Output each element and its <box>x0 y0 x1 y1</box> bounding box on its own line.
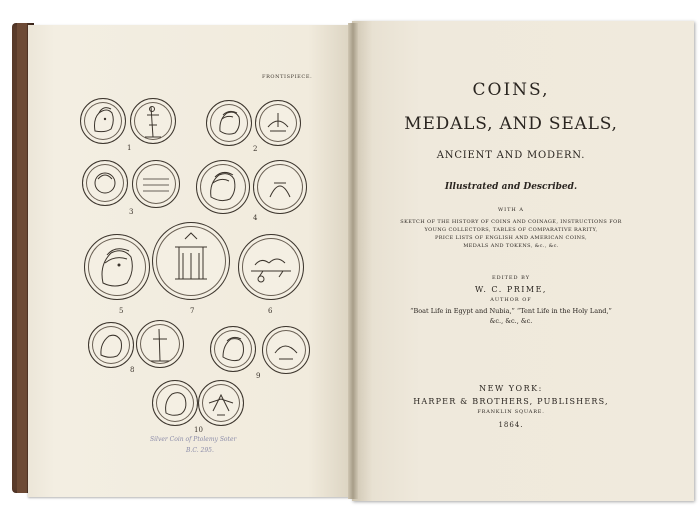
coin-number-7: 7 <box>190 307 195 315</box>
coin-number-9: 9 <box>256 372 261 380</box>
coin-9-obverse <box>210 326 256 372</box>
coin-9-reverse <box>262 326 310 374</box>
imprint-publisher: HARPER & BROTHERS, PUBLISHERS, <box>413 397 609 406</box>
description-block <box>340 218 682 250</box>
coin-number-8: 8 <box>130 366 135 374</box>
title-line-4: Illustrated and Described. <box>444 182 578 192</box>
book-cover-edge <box>17 23 27 493</box>
coin-1-reverse <box>130 98 176 144</box>
coin-5 <box>84 234 150 300</box>
coin-number-10: 10 <box>194 426 203 434</box>
with-a-label: WITH A <box>497 207 524 213</box>
coin-number-2: 2 <box>253 145 258 153</box>
title-line-2: MEDALS, AND SEALS, <box>404 114 618 134</box>
coin-3-reverse <box>132 160 180 208</box>
coin-1-obverse <box>80 98 126 144</box>
description-line: SKETCH OF THE HISTORY OF COINS AND COINAGE, INSTRUCTIONS FOR <box>400 219 622 225</box>
coin-10-reverse <box>198 380 244 426</box>
author-of-label: AUTHOR OF <box>490 297 532 303</box>
editor-name: W. C. PRIME, <box>475 285 547 294</box>
description-line: PRICE LISTS OF ENGLISH AND AMERICAN COINS, <box>434 235 588 241</box>
frontispiece-heading: FRONTISPIECE. <box>262 74 313 80</box>
title-line-3: ANCIENT AND MODERN. <box>436 150 586 161</box>
coin-2-reverse <box>255 100 301 146</box>
coin-7 <box>152 222 230 300</box>
coin-8-obverse <box>88 322 134 368</box>
coin-number-4: 4 <box>253 214 258 222</box>
edited-by-label: EDITED BY <box>491 275 531 281</box>
pencil-note-2: B.C. 295. <box>186 447 214 454</box>
imprint-city: NEW YORK: <box>479 384 543 393</box>
imprint-year: 1864. <box>498 421 524 429</box>
title-line-1: COINS, <box>472 80 550 100</box>
coin-number-3: 3 <box>129 208 134 216</box>
coin-8-reverse <box>136 320 184 368</box>
description-line: MEDALS AND TOKENS, &c., &c. <box>463 243 559 249</box>
imprint-address: FRANKLIN SQUARE. <box>477 409 545 415</box>
coin-number-5: 5 <box>119 307 124 315</box>
coin-4-reverse <box>253 160 307 214</box>
description-line: YOUNG COLLECTORS, TABLES OF COMPARATIVE RARITY, <box>424 227 598 233</box>
coin-number-6: 6 <box>268 307 273 315</box>
coin-10-obverse <box>152 380 198 426</box>
coin-4-obverse <box>196 160 250 214</box>
pencil-note-1: Silver Coin of Ptolemy Soter <box>150 436 237 443</box>
coin-number-1: 1 <box>127 144 132 152</box>
coin-6 <box>238 234 304 300</box>
works-block <box>340 306 682 326</box>
coin-3-obverse <box>82 160 128 206</box>
works-line: “Boat Life in Egypt and Nubia,” “Tent Life in the Holy Land,” <box>410 307 612 315</box>
coin-2-obverse <box>206 100 252 146</box>
works-line: &c., &c., &c. <box>489 317 533 325</box>
